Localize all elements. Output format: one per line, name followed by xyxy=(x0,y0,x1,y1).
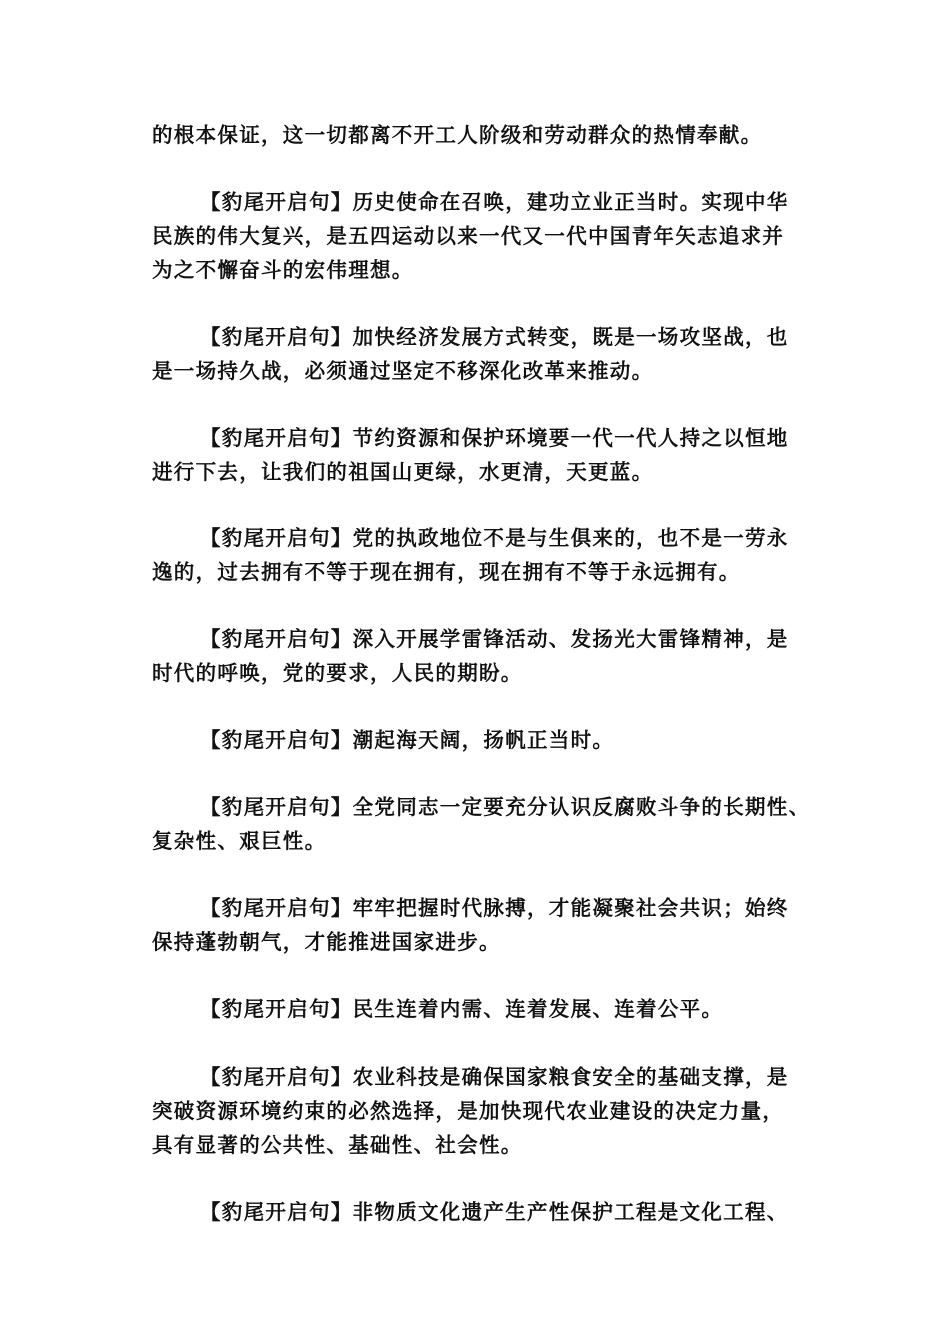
text-line: 【豹尾开启句】全党同志一定要充分认识反腐败斗争的长期性、 xyxy=(200,795,811,819)
text-line: 逸的，过去拥有不等于现在拥有，现在拥有不等于永远拥有。 xyxy=(152,560,741,584)
text-line: 【豹尾开启句】非物质文化遗产生产性保护工程是文化工程、 xyxy=(200,1200,789,1224)
text-line: 【豹尾开启句】深入开展学雷锋活动、发扬光大雷锋精神，是 xyxy=(200,627,789,651)
text-line: 具有显著的公共性、基础性、社会性。 xyxy=(152,1133,523,1157)
text-line: 突破资源环境约束的必然选择，是加快现代农业建设的决定力量， xyxy=(152,1099,785,1123)
paragraph xyxy=(152,185,812,287)
text-line: 民族的伟大复兴，是五四运动以来一代又一代中国青年矢志追求并 xyxy=(152,224,785,248)
text-line: 【豹尾开启句】加快经济发展方式转变，既是一场攻坚战，也 xyxy=(200,325,789,349)
text-line: 时代的呼唤，党的要求，人民的期盼。 xyxy=(152,661,523,685)
paragraph xyxy=(152,790,812,858)
paragraph xyxy=(152,723,812,757)
paragraph xyxy=(152,992,812,1026)
text-line: 【豹尾开启句】民生连着内需、连着发展、连着公平。 xyxy=(200,997,724,1021)
paragraph xyxy=(152,320,812,388)
text-line: 【豹尾开启句】农业科技是确保国家粮食安全的基础支撑，是 xyxy=(200,1065,789,1089)
text-line: 保持蓬勃朝气，才能推进国家进步。 xyxy=(152,930,501,954)
text-line: 【豹尾开启句】历史使命在召唤，建功立业正当时。实现中华 xyxy=(200,190,789,214)
text-line: 复杂性、艰巨性。 xyxy=(152,829,327,853)
text-line: 是一场持久战，必须通过坚定不移深化改革来推动。 xyxy=(152,359,654,383)
text-line: 进行下去，让我们的祖国山更绿，水更清，天更蓝。 xyxy=(152,460,654,484)
paragraph xyxy=(152,622,812,690)
paragraph xyxy=(152,118,812,152)
paragraph xyxy=(152,891,812,959)
text-line: 的根本保证，这一切都离不开工人阶级和劳动群众的热情奉献。 xyxy=(152,123,763,147)
text-line: 为之不懈奋斗的宏伟理想。 xyxy=(152,258,414,282)
paragraph xyxy=(152,1060,812,1162)
paragraph xyxy=(152,421,812,489)
paragraph xyxy=(152,1195,812,1229)
text-line: 【豹尾开启句】牢牢把握时代脉搏，才能凝聚社会共识；始终 xyxy=(200,896,789,920)
text-line: 【豹尾开启句】党的执政地位不是与生俱来的，也不是一劳永 xyxy=(200,526,789,550)
paragraph xyxy=(152,521,812,589)
text-line: 【豹尾开启句】潮起海天阔，扬帆正当时。 xyxy=(200,728,615,752)
text-line: 【豹尾开启句】节约资源和保护环境要一代一代人持之以恒地 xyxy=(200,426,789,450)
